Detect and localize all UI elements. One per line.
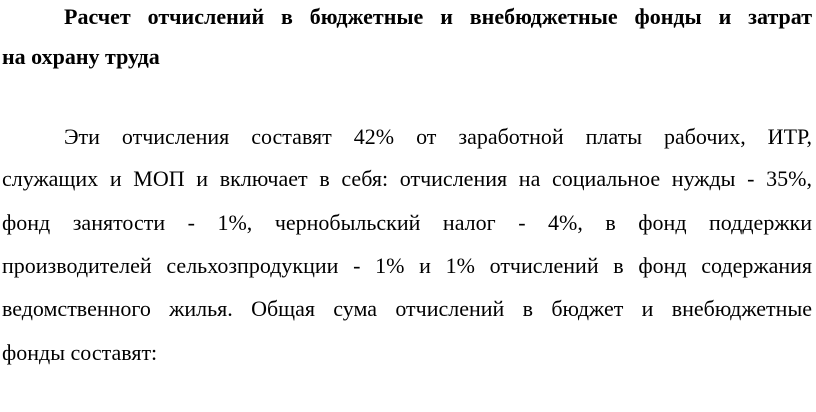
paragraph-line-4: производителей сельхозпродукции - 1% и 1% отчислений в фонд содержания	[2, 253, 812, 278]
paragraph-line-3: фонд занятости - 1%, чернобыльский налог - 4%, в фонд поддержки	[2, 210, 812, 235]
paragraph-line-5: ведомственного жилья. Общая сума отчислений в бюджет и внебюджетные	[2, 296, 812, 321]
heading-line-2: на охрану труда	[2, 44, 160, 69]
paragraph-line-6: фонды составят:	[2, 340, 158, 365]
heading-line-1: Расчет отчислений в бюджетные и внебюджетные фонды и затрат	[64, 4, 812, 29]
paragraph-line-2: служащих и МОП и включает в себя: отчисления на социальное нужды - 35%,	[2, 166, 812, 191]
paragraph-line-1: Эти отчисления составят 42% от заработной платы рабочих, ИТР,	[64, 124, 812, 149]
